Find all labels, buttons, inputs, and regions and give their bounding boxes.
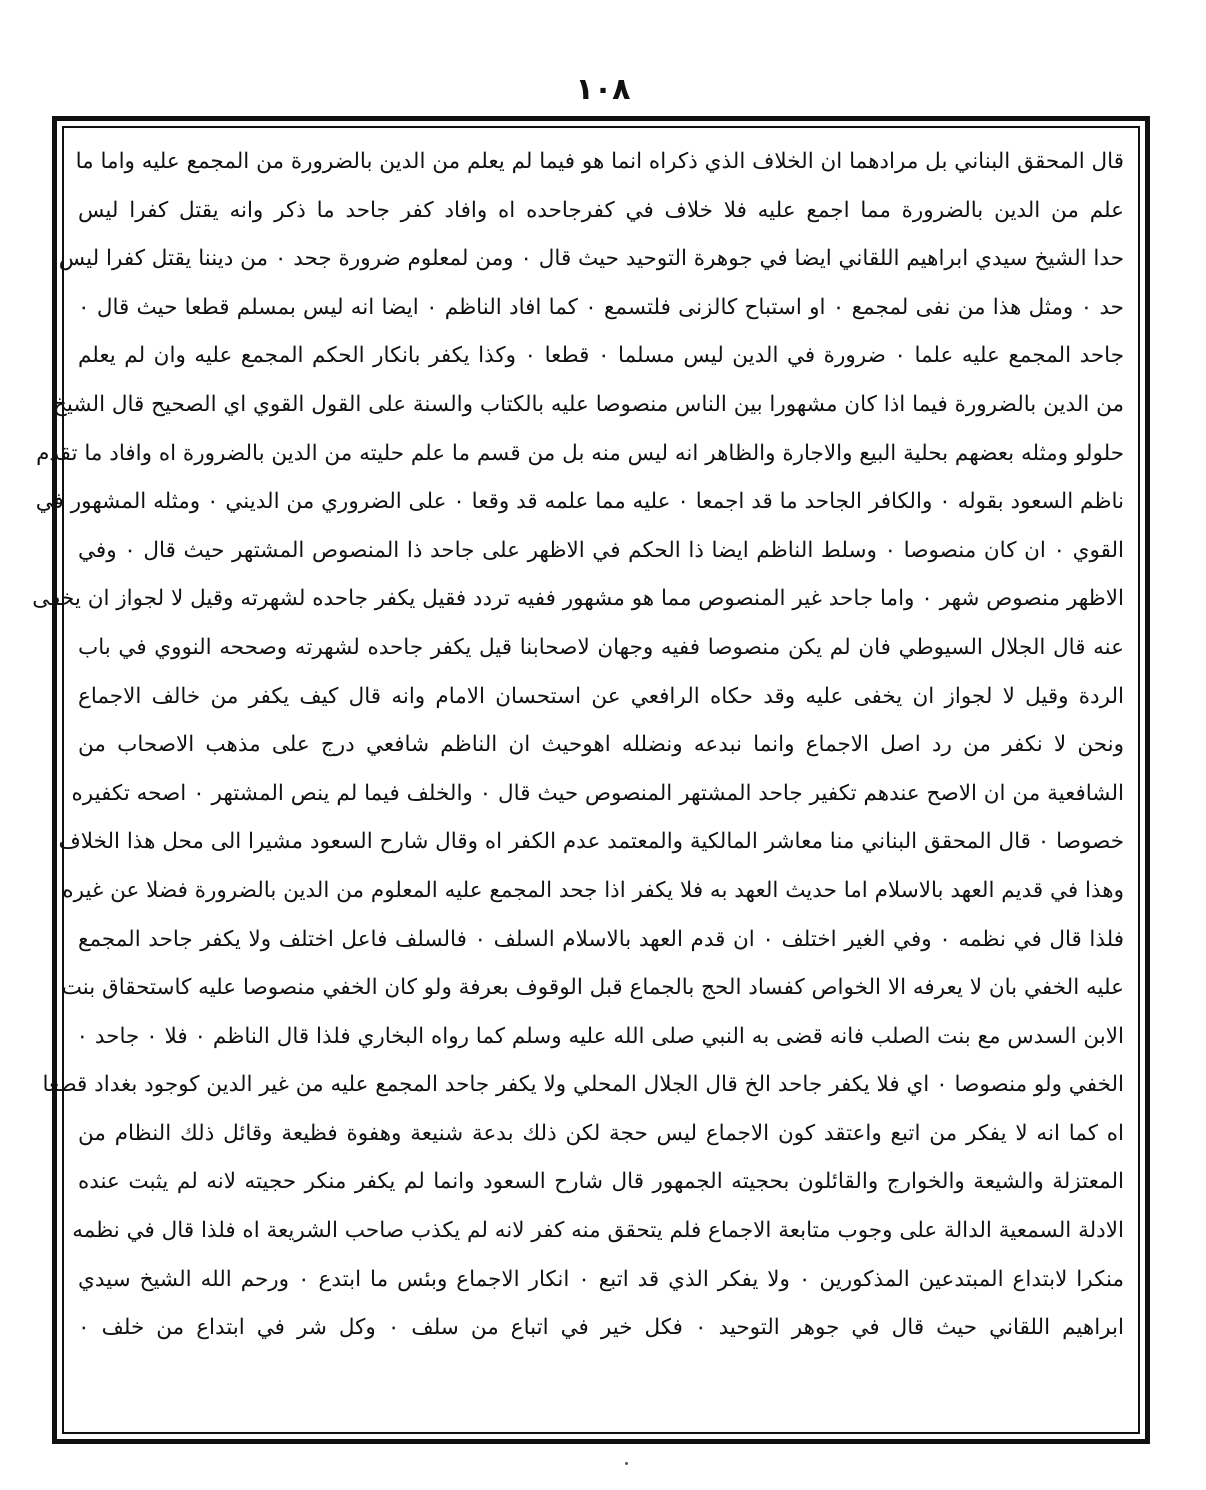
text-line: القوي ٠ ان كان منصوصا ٠ وسلط الناظم ايضا ذا الحكم في الاظهر على جاحد ذا المنصوص المشتهر حيث قال ٠ وفي [78,537,1124,563]
text-line: علم من الدين بالضرورة مما اجمع عليه فلا خلاف في كفرجاحده اه وافاد كفر جاحد ما ذكر وانه يقتل كفرا ليس [78,197,1124,223]
text-line: حلولو ومثله بعضهم بحلية البيع والاجارة والظاهر انه ليس منه بل من قسم ما علم حليته من الدين بالضرورة اه وافاد ما تقدم [36,440,1124,466]
text-line: خصوصا ٠ قال المحقق البناني منا معاشر المالكية والمعتمد عدم الكفر اه وقال شارح السعود مشيرا الى محل هذا الخلاف [58,829,1124,855]
text-line: اه كما انه لا يفكر من اتبع واعتقد كون الاجماع ليس حجة لكن ذلك بدعة شنيعة وهفوة فظيعة وقائل ذلك النظام من [78,1120,1124,1146]
text-line: ابراهيم اللقاني حيث قال في جوهر التوحيد ٠ فكل خير في اتباع من سلف ٠ وكل شر في ابتداع من خلف ٠ [78,1315,1124,1341]
text-body [32,138,1125,1353]
text-line: الخفي ولو منصوصا ٠ اي فلا يكفر جاحد الخ قال الجلال المحلي ولا يكفر جاحد المجمع عليه من غير الدين كوجود بغداد قطعا [42,1072,1124,1098]
text-line: ناظم السعود بقوله ٠ والكافر الجاحد ما قد اجمعا ٠ عليه مما علمه قد وقعا ٠ على الضروري من الديني ٠ ومثله المشهور في [35,489,1124,515]
text-line: عنه قال الجلال السيوطي فان لم يكن منصوصا ففيه وجهان لاصحابنا قيل يكفر جاحده لشهرته وصححه النووي في باب [78,634,1124,660]
text-line: منكرا لابتداع المبتدعين المذكورين ٠ ولا يفكر الذي قد اتبع ٠ انكار الاجماع وبئس ما ابتدع ٠ ورحم الله الشيخ سيدي [78,1266,1124,1292]
text-line: الشافعية من ان الاصح عندهم تكفير جاحد المشتهر المنصوص حيث قال ٠ والخلف فيما لم ينص المشتهر ٠ اصحه تكفيره [71,780,1124,806]
text-line: الردة وقيل لا لجواز ان يخفى عليه وقد حكاه الرافعي عن استحسان الامام وانه قال كيف يكفر من خالف الاجماع [78,683,1124,709]
text-line: عليه الخفي بان لا يعرفه الا الخواص كفساد الحج بالجماع قبل الوقوف بعرفة ولو كان الخفي منصوصا عليه كاستحقاق بنت [61,975,1124,1001]
text-line: حدا الشيخ سيدي ابراهيم اللقاني ايضا في جوهرة التوحيد حيث قال ٠ ومن لمعلوم ضرورة جحد ٠ من ديننا يقتل كفرا ليس [58,246,1124,272]
page-number: ١٠٨ [575,72,631,107]
footer-mark [625,1462,628,1465]
text-line: قال المحقق البناني بل مرادهما ان الخلاف الذي ذكراه انما هو فيما لم يعلم من الدين بالضرورة من المجمع عليه واما ما [75,149,1124,174]
text-line: الابن السدس مع بنت الصلب فانه قضى به النبي صلى الله عليه وسلم كما رواه البخاري فلذا قال الناظم ٠ فلا ٠ جاحد ٠ [76,1023,1124,1049]
text-line: حد ٠ ومثل هذا من نفى لمجمع ٠ او استباح كالزنى فلتسمع ٠ كما افاد الناظم ٠ ايضا انه ليس بمسلم قطعا حيث قال ٠ [78,294,1124,320]
text-line: جاحد المجمع عليه علما ٠ ضرورة في الدين ليس مسلما ٠ قطعا ٠ وكذا يكفر بانكار الحكم المجمع عليه وان لم يعلم [78,343,1124,369]
text-line: ونحن لا نكفر من رد اصل الاجماع وانما نبدعه ونضلله اهوحيث ان الناظم شافعي درج على مذهب الاصحاب من [78,732,1124,758]
text-line: من الدين بالضرورة فيما اذا كان مشهورا بين الناس منصوصا عليه بالكتاب والسنة على القول القوي اي الصحيح قال الشيخ [52,391,1124,417]
text-line: وهذا في قديم العهد بالاسلام اما حديث العهد به فلا يكفر اذا جحد المجمع عليه المعلوم من الدين بالضرورة فضلا عن غيره [62,877,1124,903]
text-frame [32,126,1140,1434]
text-line: الاظهر منصوص شهر ٠ واما جاحد غير المنصوص مما هو مشهور ففيه تردد فقيل يكفر جاحده لشهرته وقيل لا لجواز ان يخفى [32,586,1124,612]
text-line: المعتزلة والشيعة والخوارج والقائلون بحجيته الجمهور قال شارح السعود وانما لم يكفر منكر حجيته لانه لم يثبت عنده [78,1169,1124,1195]
text-line: فلذا قال في نظمه ٠ وفي الغير اختلف ٠ ان قدم العهد بالاسلام السلف ٠ فالسلف فاعل اختلف ولا يكفر جاحد المجمع [78,926,1125,952]
text-line: الادلة السمعية الدالة على وجوب متابعة الاجماع فلم يتحقق منه كفر لانه لم يكذب صاحب الشريعة اه فلذا قال في نظمه [72,1218,1124,1244]
